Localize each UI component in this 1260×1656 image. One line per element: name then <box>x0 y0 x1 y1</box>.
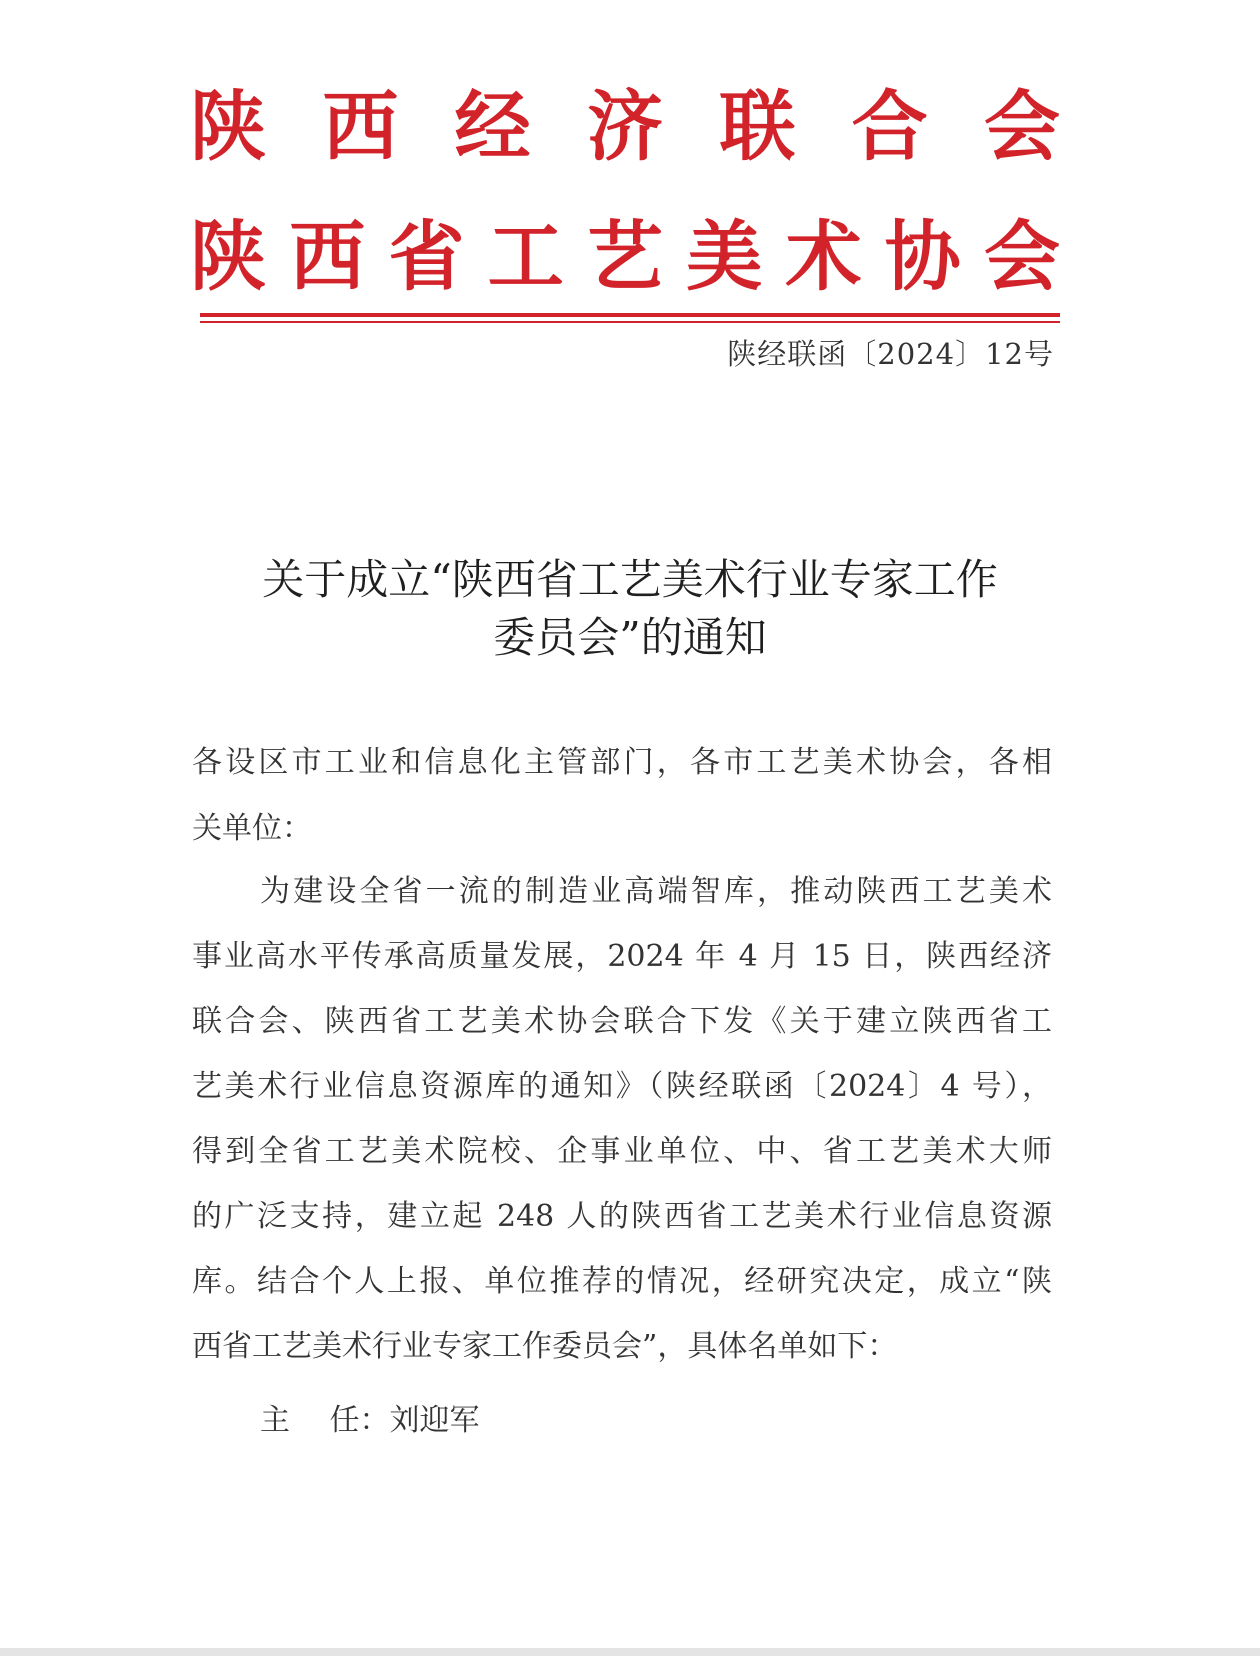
masthead-char: 会 <box>984 212 1060 301</box>
masthead-char: 济 <box>586 82 663 171</box>
paragraph-line: 的广泛支持，建立起 248 人的陕西省工艺美术行业信息资源 <box>192 1199 1052 1234</box>
red-divider-thick <box>200 313 1060 317</box>
masthead-org-2 <box>190 212 1060 302</box>
notice-title-line-1: 关于成立“陕西省工艺美术行业专家工作 <box>262 555 998 604</box>
paragraph-line: 库。结合个人上报、单位推荐的情况，经研究决定，成立“陕 <box>192 1264 1052 1299</box>
paragraph-line: 为建设全省一流的制造业高端智库，推动陕西工艺美术 <box>260 874 1052 909</box>
red-divider-thin <box>200 321 1060 323</box>
masthead-char: 经 <box>454 82 531 171</box>
paragraph-line: 艺美术行业信息资源库的通知》（陕经联函〔2024〕4 号）， <box>192 1069 1052 1104</box>
masthead-char: 美 <box>686 212 763 301</box>
director-line <box>192 1398 1052 1444</box>
masthead-char: 联 <box>719 82 796 171</box>
masthead-char: 陕 <box>190 212 266 301</box>
masthead-org-1 <box>190 82 1060 172</box>
masthead-char: 西 <box>289 212 366 301</box>
masthead-char: 西 <box>322 82 399 171</box>
masthead-char: 陕 <box>190 82 266 171</box>
addressee-line-1: 各设区市工业和信息化主管部门，各市工艺美术协会，各相 <box>192 745 1052 780</box>
masthead-char: 协 <box>884 212 961 301</box>
masthead-char: 会 <box>983 82 1060 171</box>
document-number: 陕经联函〔2024〕12号 <box>727 337 1054 371</box>
paragraph-line: 事业高水平传承高质量发展，2024 年 4 月 15 日，陕西经济 <box>192 939 1052 974</box>
page-bottom-edge <box>0 1648 1260 1656</box>
masthead-char: 艺 <box>587 212 663 301</box>
masthead-char: 合 <box>851 82 928 171</box>
masthead-char: 术 <box>785 212 862 301</box>
masthead-char: 省 <box>388 212 465 301</box>
paragraph-line: 西省工艺美术行业专家工作委员会”，具体名单如下： <box>192 1329 898 1364</box>
director-name: 刘迎军 <box>389 1403 480 1438</box>
addressee-line-2: 关单位： <box>192 811 312 846</box>
masthead-char: 工 <box>487 212 564 301</box>
director-label: 主 任： <box>260 1403 390 1438</box>
paragraph-line: 得到全省工艺美术院校、企事业单位、中、省工艺美术大师 <box>192 1134 1052 1169</box>
notice-title-line-2: 委员会”的通知 <box>493 613 767 662</box>
paragraph-line: 联合会、陕西省工艺美术协会联合下发《关于建立陕西省工 <box>192 1004 1052 1039</box>
